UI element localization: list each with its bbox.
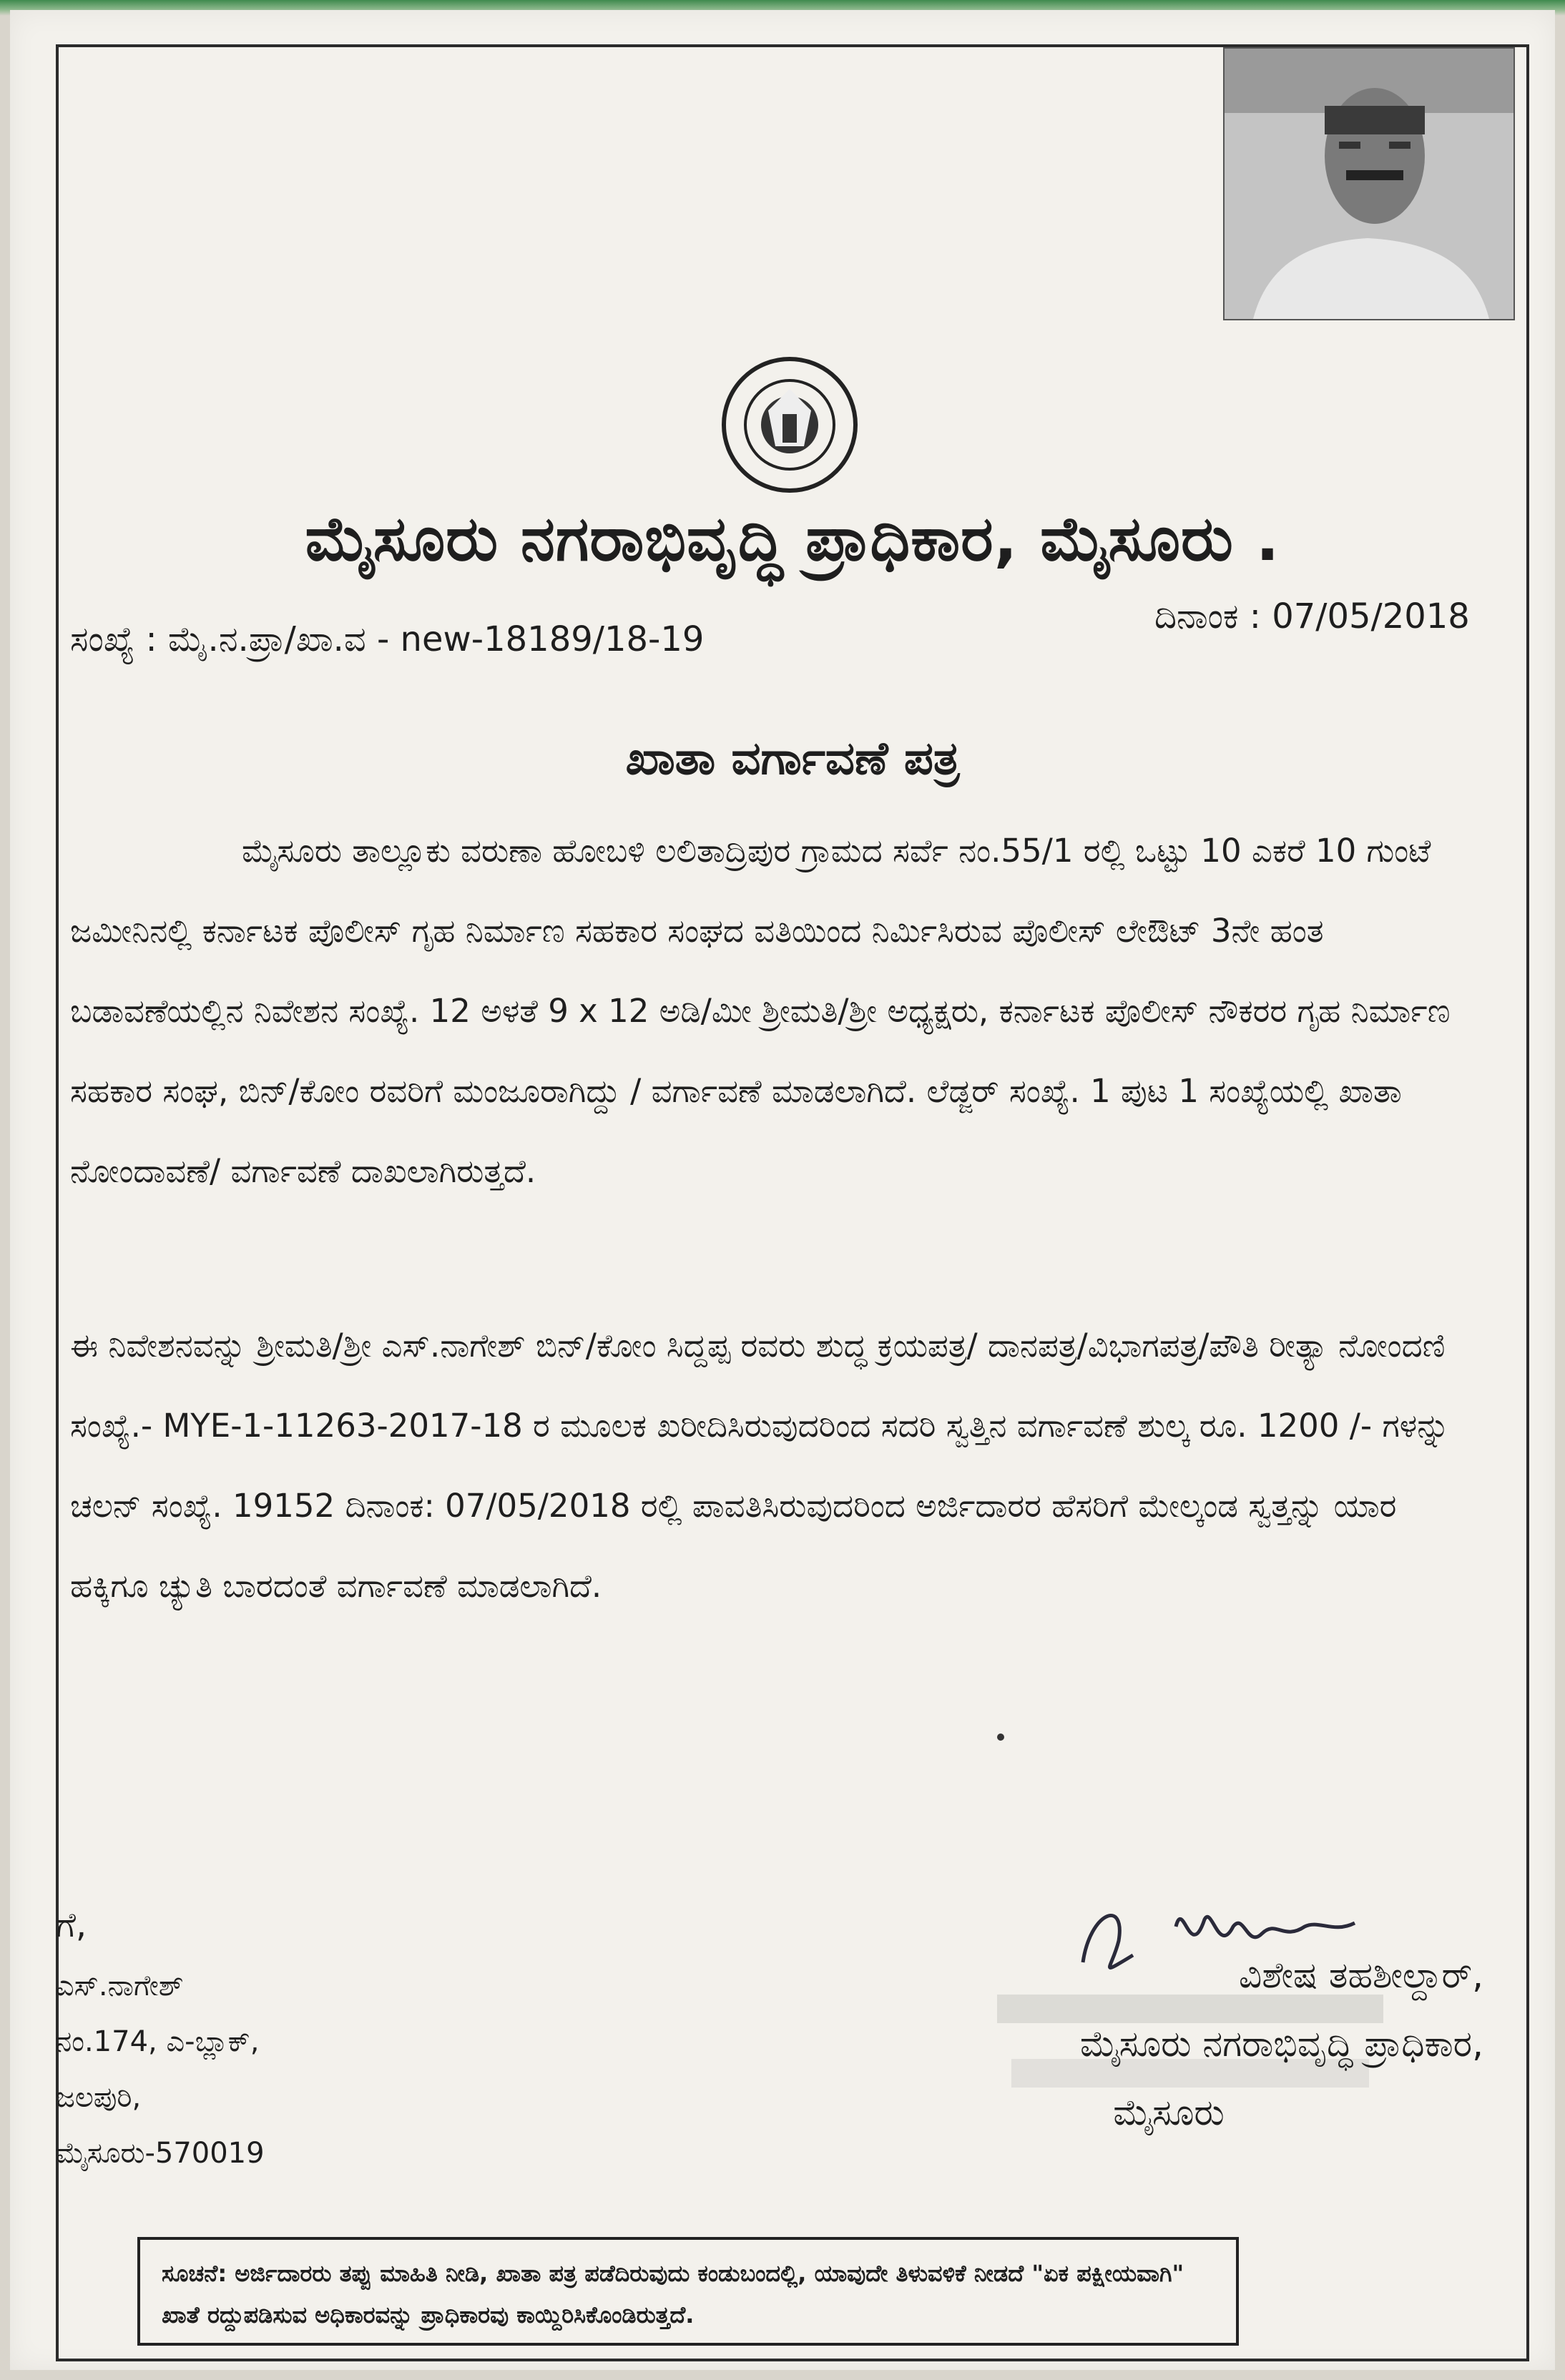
recipient-address-line1: ನಂ.174, ಎ-ಬ್ಲಾಕ್, (56, 2025, 260, 2058)
signatory-designation: ವಿಶೇಷ ತಹಶೀಲ್ದಾರ್, (1238, 1954, 1483, 1996)
signatory-office: ಮೈಸೂರು ನಗರಾಭಿವೃದ್ಧಿ ಪ್ರಾಧಿಕಾರ, (1079, 2023, 1483, 2065)
authority-heading: ಮೈಸೂರು ನಗರಾಭಿವೃದ್ಧಿ ಪ್ರಾಧಿಕಾರ, ಮೈಸೂರು . (305, 503, 1280, 575)
recipient-name: ಎಸ್.ನಾಗೇಶ್ (56, 1970, 184, 2002)
signatory-city: ಮೈಸೂರು (1113, 2092, 1225, 2133)
document-sheet (10, 10, 1555, 2370)
document-title: ಖಾತಾ ವರ್ಗಾವಣೆ ಪತ್ರ (625, 732, 960, 785)
body-paragraph-1: ಮೈಸೂರು ತಾಲ್ಲೂಕು ವರುಣಾ ಹೋಬಳಿ ಲಲಿತಾದ್ರಿಪುರ ಗ್ರಾಮದ ಸರ್ವೆ ನಂ.55/1 ರಲ್ಲಿ ಒಟ್ಟು 10 ಎಕರೆ 10 ಗುಂಟೆ ಜಮೀನಿನಲ್ಲಿ ಕರ್ನಾಟಕ ಪೊಲೀಸ್ ಗೃಹ ನಿರ್ಮಾಣ ಸಹಕಾರ ಸಂಘದ ವತಿಯಿಂದ ನಿರ್ಮಿಸಿರುವ ಪೊಲೀಸ್ ಲೇಔಟ್ 3ನೇ ಹಂತ ಬಡಾವಣೆಯಲ್ಲಿನ ನಿವೇಶನ ಸಂಖ್ಯೆ. 12 ಅಳತೆ 9 x 12 ಅಡಿ/ಮೀ ಶ್ರೀಮತಿ/ಶ್ರೀ ಅಧ್ಯಕ್ಷರು, ಕರ್ನಾಟಕ ಪೊಲೀಸ್ ನೌಕರರ ಗೃಹ ನಿರ್ಮಾಣ ಸಹಕಾರ ಸಂಘ, ಬಿನ್/ಕೋಂ ರವರಿಗೆ ಮಂಜೂರಾಗಿದ್ದು / ವರ್ಗಾವಣೆ ಮಾಡಲಾಗಿದೆ. ಲೆಡ್ಜರ್ ಸಂಖ್ಯೆ. 1 ಪುಟ 1 ಸಂಖ್ಯೆಯಲ್ಲಿ ಖಾತಾ ನೋಂದಾವಣೆ/ ವರ್ಗಾವಣೆ ದಾಖಲಾಗಿರುತ್ತದೆ. (70, 832, 1451, 1190)
ink-speck (997, 1734, 1004, 1741)
document-date: ದಿನಾಂಕ : 07/05/2018 (1154, 596, 1470, 636)
recipient-address-line2: ಜಲಪುರಿ, (56, 2081, 142, 2114)
signatory-block (940, 1941, 1483, 2147)
body-paragraph-2: ಈ ನಿವೇಶನವನ್ನು ಶ್ರೀಮತಿ/ಶ್ರೀ ಎಸ್.ನಾಗೇಶ್ ಬಿನ್/ಕೋಂ ಸಿದ್ದಪ್ಪ ರವರು ಶುದ್ಧ ಕ್ರಯಪತ್ರ/ ದಾನಪತ್ರ/ವಿಭಾಗಪತ್ರ/ಪೌತಿ ರೀತ್ಯಾ ನೋಂದಣಿ ಸಂಖ್ಯೆ.- MYE-1-11263-2017-18 ರ ಮೂಲಕ ಖರೀದಿಸಿರುವುದರಿಂದ ಸದರಿ ಸ್ವತ್ತಿನ ವರ್ಗಾವಣೆ ಶುಲ್ಕ ರೂ. 1200 /- ಗಳನ್ನು ಚಲನ್ ಸಂಖ್ಯೆ. 19152 ದಿನಾಂಕ: 07/05/2018 ರಲ್ಲಿ ಪಾವತಿಸಿರುವುದರಿಂದ ಅರ್ಜಿದಾರರ ಹೆಸರಿಗೆ ಮೇಲ್ಕಂಡ ಸ್ವತ್ತನ್ನು ಯಾರ ಹಕ್ಕಿಗೂ ಚ್ಯುತಿ ಬಾರದಂತೆ ವರ್ಗಾವಣೆ ಮಾಡಲಾಗಿದೆ. (70, 1327, 1450, 1605)
reference-number: ಸಂಖ್ಯೆ : ಮೈ.ನ.ಪ್ರಾ/ಖಾ.ವ - new-18189/18-19 (70, 619, 705, 659)
authority-seal-emblem (718, 353, 861, 496)
recipient-address-line3: ಮೈಸೂರು-570019 (56, 2137, 265, 2170)
notice-box (137, 2237, 1239, 2346)
notice-text: ಸೂಚನೆ: ಅರ್ಜಿದಾರರು ತಪ್ಪು ಮಾಹಿತಿ ನೀಡಿ, ಖಾತಾ ಪತ್ರ ಪಡೆದಿರುವುದು ಕಂಡುಬಂದಲ್ಲಿ, ಯಾವುದೇ ತಿಳುವಳಿಕೆ ನೀಡದೆ "ಏಕ ಪಕ್ಷೀಯವಾಗಿ" ಖಾತೆ ರದ್ದುಪಡಿಸುವ ಅಧಿಕಾರವನ್ನು ಪ್ರಾಧಿಕಾರವು ಕಾಯ್ದಿರಿಸಿಕೊಂಡಿರುತ್ತದೆ. (162, 2260, 1184, 2329)
recipient-to: ಗೆ, (56, 1905, 87, 1945)
photo-portrait-icon (1225, 49, 1514, 319)
applicant-photo (1223, 47, 1515, 320)
